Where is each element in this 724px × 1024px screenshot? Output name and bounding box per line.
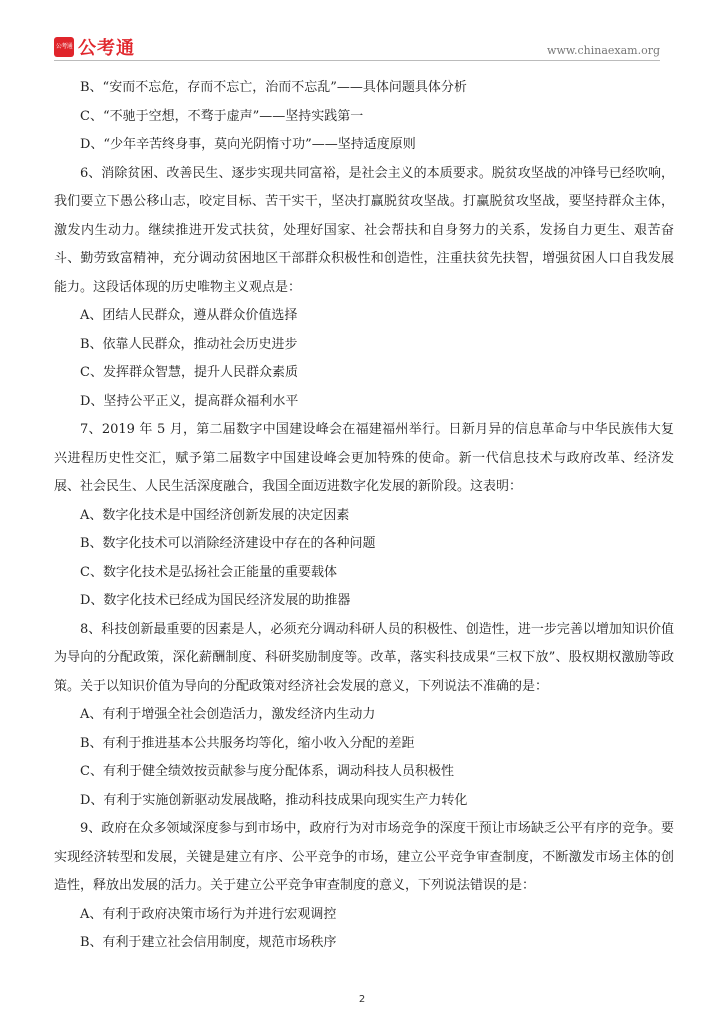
q8-option-d: D、有利于实施创新驱动发展战略，推动科技成果向现实生产力转化	[80, 792, 468, 808]
logo-text: 公考通	[78, 38, 135, 59]
q6-option-c: C、发挥群众智慧，提升人民群众素质	[80, 365, 298, 380]
header-divider	[54, 60, 660, 61]
q9-option-a: A、有利于政府决策市场行为并进行宏观调控	[80, 906, 337, 922]
q5-option-c: C、“不驰于空想，不骛于虚声”——坚持实践第一	[80, 108, 364, 124]
document-body	[54, 74, 674, 958]
logo-icon: 公考通	[54, 37, 74, 57]
q6-option-d: D、坚持公平正义，提高群众福利水平	[80, 393, 299, 409]
page-header	[0, 0, 724, 62]
page-number: 2	[358, 994, 366, 1005]
q7-option-c: C、数字化技术是弘扬社会正能量的重要载体	[80, 564, 337, 580]
q7-option-a: A、数字化技术是中国经济创新发展的决定因素	[80, 507, 350, 523]
q8-option-b: B、有利于推进基本公共服务均等化，缩小收入分配的差距	[80, 735, 415, 751]
site-url[interactable]: www.chinaexam.org	[547, 44, 660, 57]
q5-option-d: D、“少年辛苦终身事，莫向光阴惰寸功”——坚持适度原则	[80, 137, 416, 152]
q7-option-d: D、数字化技术已经成为国民经济发展的助推器	[80, 593, 351, 608]
q9-stem: 9、政府在众多领域深度参与到市场中，政府行为对市场竞争的深度干预让市场缺乏公平有序的竞争。要实现经济转型和发展，关键是建立有序、公平竞争的市场，建立公平竞争审查制度，不断激发市场主体的创造性，释放出发展的活力。关于建立公平竞争审查制度的意义，下列说法错误的是：	[54, 821, 674, 893]
q8-stem: 8、科技创新最重要的因素是人，必须充分调动科研人员的积极性、创造性，进一步完善以增加知识价值为导向的分配政策，深化薪酬制度、科研奖励制度等。改革，落实科技成果“三权下放”、股权期权激励等政策。关于以知识价值为导向的分配政策对经济社会发展的意义，下列说法不准确的是：	[54, 621, 674, 694]
q8-option-a: A、有利于增强全社会创造活力，激发经济内生动力	[80, 707, 376, 722]
q8-option-c: C、有利于健全绩效按贡献参与度分配体系，调动科技人员积极性	[80, 764, 454, 779]
q5-option-b: B、“安而不忘危，存而不忘亡，治而不忘乱”——具体问题具体分析	[80, 80, 467, 95]
q6-option-b: B、依靠人民群众，推动社会历史进步	[80, 336, 298, 352]
q7-stem: 7、2019 年 5 月，第二届数字中国建设峰会在福建福州举行。日新月异的信息革命与中华民族伟大复兴进程历史性交汇，赋予第二届数字中国建设峰会更加特殊的使命。新一代信息技术与政府改革、经济发展、社会民生、人民生活深度融合，我国全面迈进数字化发展的新阶段。这表明：	[54, 422, 674, 494]
brand-logo[interactable]	[54, 34, 135, 60]
q6-stem: 6、消除贫困、改善民生、逐步实现共同富裕，是社会主义的本质要求。脱贫攻坚战的冲锋号已经吹响，我们要立下愚公移山志，咬定目标、苦干实干，坚决打赢脱贫攻坚战。打赢脱贫攻坚战，要坚持群众主体，激发内生动力。继续推进开发式扶贫，处理好国家、社会帮扶和自身努力的关系，发扬自力更生、艰苦奋斗、勤劳致富精神，充分调动贫困地区干部群众积极性和创造性，注重扶贫先扶智，增强贫困人口自我发展能力。这段话体现的历史唯物主义观点是：	[54, 165, 674, 295]
q9-option-b: B、有利于建立社会信用制度，规范市场秩序	[80, 935, 337, 950]
q7-option-b: B、数字化技术可以消除经济建设中存在的各种问题	[80, 536, 376, 551]
q6-option-a: A、团结人民群众，遵从群众价值选择	[80, 308, 298, 323]
